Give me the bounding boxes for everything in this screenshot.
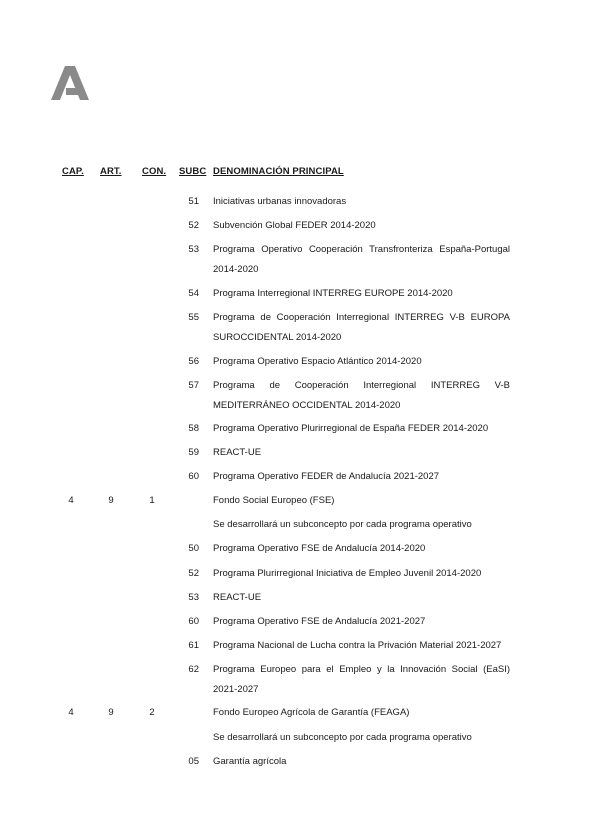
subc-cell: 52	[188, 568, 199, 579]
cap-cell: 4	[68, 707, 74, 718]
denomination-cell: Programa Interregional INTERREG EUROPE 2014-2020	[213, 288, 453, 299]
subc-cell: 53	[188, 244, 199, 255]
cap-cell: 4	[68, 495, 74, 506]
denomination-cell: Iniciativas urbanas innovadoras	[213, 196, 347, 207]
con-cell: 1	[149, 495, 155, 506]
subc-cell: 61	[188, 640, 199, 651]
denomination-cell: Programa de Cooperación Interregional INTERREG V-B EUROPA SUROCCIDENTAL 2014-2020	[213, 312, 510, 343]
subc-cell: 60	[188, 471, 199, 482]
denomination-cell: Programa Europeo para el Empleo y la Innovación Social (EaSI) 2021-2027	[213, 664, 510, 695]
logo-a-icon	[51, 66, 89, 100]
column-header-denominacion: DENOMINACIÓN PRINCIPAL	[213, 166, 344, 177]
art-cell: 9	[108, 707, 114, 718]
denomination-cell: Se desarrollará un subconcepto por cada programa operativo	[213, 519, 472, 530]
denomination-cell: Programa de Cooperación Interregional INTERREG V-B MEDITERRÁNEO OCCIDENTAL 2014-2020	[213, 380, 510, 411]
subc-cell: 57	[188, 380, 199, 391]
subc-cell: 05	[188, 756, 199, 767]
con-cell: 2	[149, 707, 155, 718]
subc-cell: 59	[188, 447, 199, 458]
subc-cell: 58	[188, 423, 199, 434]
column-header-cap: CAP.	[62, 166, 84, 177]
denomination-cell: Garantía agrícola	[213, 756, 287, 767]
subc-cell: 56	[188, 356, 199, 367]
subc-cell: 60	[188, 616, 199, 627]
subc-cell: 51	[188, 196, 199, 207]
denomination-cell: Programa Operativo FSE de Andalucía 2021-2027	[213, 616, 426, 627]
subc-cell: 54	[188, 288, 199, 299]
denomination-cell: Programa Nacional de Lucha contra la Privación Material 2021-2027	[213, 640, 502, 651]
denomination-cell: Programa Operativo Plurirregional de España FEDER 2014-2020	[213, 423, 489, 434]
denomination-cell: Programa Operativo FEDER de Andalucía 2021-2027	[213, 471, 440, 482]
denomination-cell: Se desarrollará un subconcepto por cada programa operativo	[213, 732, 472, 743]
denomination-cell: Fondo Europeo Agrícola de Garantía (FEAGA)	[213, 707, 410, 718]
subc-cell: 55	[188, 312, 199, 323]
denomination-cell: REACT-UE	[213, 447, 262, 458]
denomination-cell: REACT-UE	[213, 592, 262, 603]
subc-cell: 52	[188, 220, 199, 231]
column-header-art: ART.	[100, 166, 122, 177]
denomination-cell: Programa Operativo Cooperación Transfronteriza España-Portugal 2014-2020	[213, 244, 510, 275]
denomination-cell: Programa Operativo FSE de Andalucía 2014-2020	[213, 543, 426, 554]
denomination-cell: Subvención Global FEDER 2014-2020	[213, 220, 376, 231]
column-header-con: CON.	[142, 166, 167, 177]
subc-cell: 50	[188, 543, 199, 554]
art-cell: 9	[108, 495, 114, 506]
denomination-cell: Programa Operativo Espacio Atlántico 2014-2020	[213, 356, 422, 367]
denomination-cell: Fondo Social Europeo (FSE)	[213, 495, 335, 506]
subc-cell: 53	[188, 592, 199, 603]
denomination-cell: Programa Plurirregional Iniciativa de Empleo Juvenil 2014-2020	[213, 568, 482, 579]
column-header-subc: SUBC	[179, 166, 207, 177]
subc-cell: 62	[188, 664, 199, 675]
